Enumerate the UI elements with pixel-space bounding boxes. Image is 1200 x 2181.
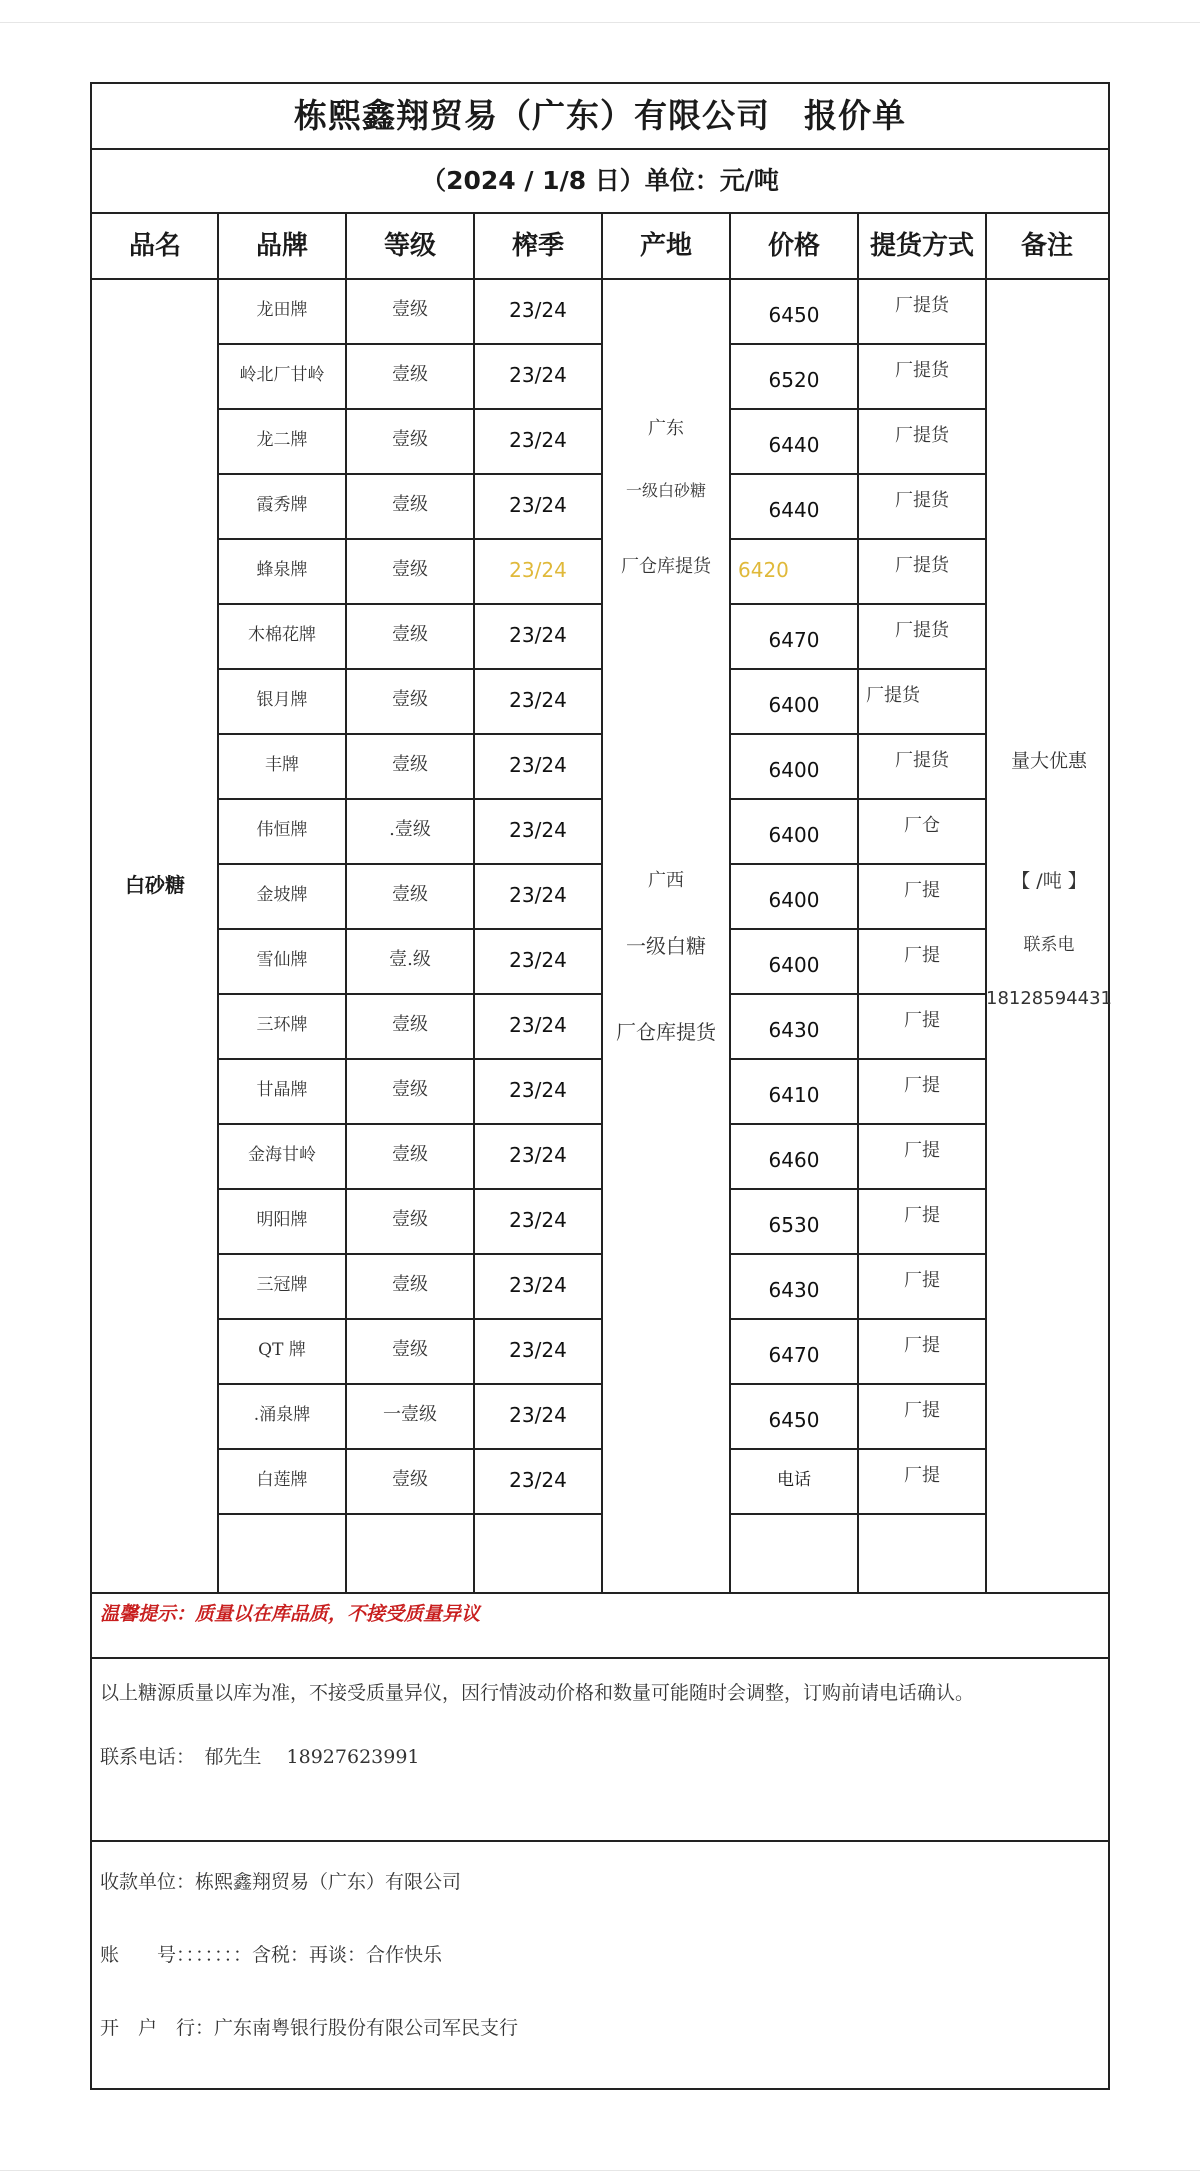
cell-price: 6460 <box>768 1148 820 1172</box>
cell-brand: 丰牌 <box>265 755 299 775</box>
cell-brand: 金坡牌 <box>256 885 308 905</box>
tip-divider <box>92 1657 1108 1659</box>
cell-pickup: 厂提 <box>904 1010 940 1031</box>
cell-grade: .壹级 <box>389 819 431 840</box>
cell-season: 23/24 <box>509 493 567 517</box>
cell-grade: 壹级 <box>392 1469 428 1490</box>
cell-pickup: 厂提货 <box>895 555 949 576</box>
cell-season: 23/24 <box>509 1208 567 1232</box>
row-divider <box>218 1513 602 1515</box>
cell-brand: 明阳牌 <box>256 1210 308 1230</box>
cell-season: 23/24 <box>509 558 567 582</box>
cell-brand: 龙二牌 <box>256 430 308 450</box>
cell-grade: 壹.级 <box>389 949 431 970</box>
header-brand: 品牌 <box>255 231 308 261</box>
header-pickup: 提货方式 <box>869 231 974 261</box>
cell-price: 6400 <box>768 953 820 977</box>
cell-pickup: 厂提货 <box>895 360 949 381</box>
cell-grade: 壹级 <box>392 299 428 320</box>
cell-brand: 雪仙牌 <box>256 950 308 970</box>
warm-tip: 温馨提示：质量以在库品质，不接受质量异议 <box>100 1603 481 1625</box>
origin-guangxi-province: 广西 <box>648 870 684 891</box>
quote-sheet <box>90 82 1110 2090</box>
cell-price: 6440 <box>768 498 820 522</box>
cell-season: 23/24 <box>509 1468 567 1492</box>
bank-text: 开 户 行：广东南粤银行股份有限公司军民支行 <box>100 2017 519 2039</box>
cell-brand: 龙田牌 <box>256 300 308 320</box>
product-name: 白砂糖 <box>125 873 185 897</box>
cell-grade: 壹级 <box>392 689 428 710</box>
cell-pickup: 厂提 <box>904 1140 940 1161</box>
origin-guangdong-province: 广东 <box>648 418 684 439</box>
cell-brand: 岭北厂甘岭 <box>239 365 325 385</box>
cell-pickup: 厂提货 <box>895 295 949 316</box>
header-season: 榨季 <box>511 231 564 261</box>
cell-price: 6450 <box>768 303 820 327</box>
cell-season: 23/24 <box>509 1078 567 1102</box>
row-divider <box>730 1513 986 1515</box>
cell-price: 6440 <box>768 433 820 457</box>
cell-season: 23/24 <box>509 1143 567 1167</box>
cell-price: 电话 <box>777 1470 811 1490</box>
cell-season: 23/24 <box>509 363 567 387</box>
cell-brand: 银月牌 <box>256 690 308 710</box>
cell-pickup: 厂提 <box>904 945 940 966</box>
sheet-title: 栋熙鑫翔贸易（广东）有限公司 报价单 <box>294 96 906 135</box>
payee-text: 收款单位：栋熙鑫翔贸易（广东）有限公司 <box>100 1871 462 1893</box>
top-divider <box>0 22 1200 23</box>
origin-guangxi-pickup: 厂仓库提货 <box>616 1020 716 1044</box>
sheet-subtitle: （2024 / 1/8 日）单位：元/吨 <box>421 166 779 195</box>
cell-price: 6430 <box>768 1018 820 1042</box>
bottom-divider <box>0 2170 1200 2171</box>
cell-price: 6530 <box>768 1213 820 1237</box>
contact-text: 联系电话： 郁先生 18927623991 <box>100 1746 420 1768</box>
cell-pickup: 厂提 <box>904 1335 940 1356</box>
cell-price: 6400 <box>768 758 820 782</box>
cell-pickup: 厂提货 <box>866 685 920 706</box>
body-bottom-divider <box>92 1592 1108 1594</box>
cell-brand: 木棉花牌 <box>248 625 316 645</box>
cell-brand: 蜂泉牌 <box>256 560 308 580</box>
notice-text: 以上糖源质量以库为准，不接受质量异仪，因行情波动价格和数量可能随时会调整，订购前请电话确认。 <box>100 1682 975 1704</box>
cell-grade: 壹级 <box>392 624 428 645</box>
cell-grade: 一壹级 <box>383 1404 437 1425</box>
cell-pickup: 厂提货 <box>895 425 949 446</box>
cell-price: 6400 <box>768 888 820 912</box>
cell-grade: 壹级 <box>392 1079 428 1100</box>
cell-season: 23/24 <box>509 883 567 907</box>
cell-grade: 壹级 <box>392 364 428 385</box>
cell-brand: .涌泉牌 <box>253 1405 311 1425</box>
remark-contact-label: 联系电 <box>1023 935 1075 955</box>
cell-grade: 壹级 <box>392 1209 428 1230</box>
cell-price: 6470 <box>768 1343 820 1367</box>
cell-price: 6400 <box>768 693 820 717</box>
cell-brand: 霞秀牌 <box>256 495 308 515</box>
cell-brand: 三冠牌 <box>256 1275 308 1295</box>
cell-price: 6400 <box>768 823 820 847</box>
cell-grade: 壹级 <box>392 884 428 905</box>
cell-grade: 壹级 <box>392 754 428 775</box>
cell-grade: 壹级 <box>392 1339 428 1360</box>
cell-pickup: 厂提 <box>904 1075 940 1096</box>
account-text: 账 号：：：：：：：含税：再谈：合作快乐 <box>100 1944 443 1966</box>
cell-season: 23/24 <box>509 688 567 712</box>
cell-price: 6420 <box>738 558 789 582</box>
cell-brand: 伟恒牌 <box>256 820 308 840</box>
cell-grade: 壹级 <box>392 1274 428 1295</box>
cell-brand: 甘晶牌 <box>256 1080 308 1100</box>
cell-season: 23/24 <box>509 753 567 777</box>
cell-price: 6450 <box>768 1408 820 1432</box>
remark-per-ton: 【 /吨 】 <box>1011 870 1087 892</box>
cell-pickup: 厂提 <box>904 1270 940 1291</box>
cell-pickup: 厂仓 <box>904 815 940 836</box>
origin-guangdong-pickup: 厂仓库提货 <box>621 556 711 577</box>
cell-season: 23/24 <box>509 428 567 452</box>
cell-price: 6410 <box>768 1083 820 1107</box>
cell-season: 23/24 <box>509 1273 567 1297</box>
cell-grade: 壹级 <box>392 1014 428 1035</box>
cell-pickup: 厂提 <box>904 880 940 901</box>
cell-season: 23/24 <box>509 948 567 972</box>
cell-price: 6520 <box>768 368 820 392</box>
header-origin: 产地 <box>639 231 692 261</box>
cell-grade: 壹级 <box>392 559 428 580</box>
cell-pickup: 厂提货 <box>895 490 949 511</box>
origin-guangxi-grade: 一级白糖 <box>626 934 706 958</box>
cell-season: 23/24 <box>509 623 567 647</box>
header-product: 品名 <box>128 231 181 261</box>
contact-divider <box>92 1840 1108 1842</box>
cell-brand: 白莲牌 <box>256 1470 308 1490</box>
cell-season: 23/24 <box>509 1403 567 1427</box>
remark-discount: 量大优惠 <box>1010 750 1087 772</box>
cell-price: 6430 <box>768 1278 820 1302</box>
header-grade: 等级 <box>383 231 436 261</box>
cell-season: 23/24 <box>509 298 567 322</box>
cell-brand: QT 牌 <box>258 1340 306 1360</box>
cell-price: 6470 <box>768 628 820 652</box>
remark-phone: 18128594431 <box>986 988 1112 1009</box>
cell-pickup: 厂提 <box>904 1400 940 1421</box>
cell-season: 23/24 <box>509 1338 567 1362</box>
cell-grade: 壹级 <box>392 494 428 515</box>
cell-brand: 三环牌 <box>256 1015 308 1035</box>
header-remark: 备注 <box>1020 231 1073 261</box>
cell-pickup: 厂提 <box>904 1205 940 1226</box>
cell-season: 23/24 <box>509 818 567 842</box>
cell-pickup: 厂提 <box>904 1465 940 1486</box>
origin-guangdong-grade: 一级白砂糖 <box>625 481 706 500</box>
cell-season: 23/24 <box>509 1013 567 1037</box>
cell-grade: 壹级 <box>392 429 428 450</box>
header-price: 价格 <box>767 231 820 261</box>
cell-brand: 金海甘岭 <box>248 1145 316 1165</box>
cell-pickup: 厂提货 <box>895 750 949 771</box>
cell-grade: 壹级 <box>392 1144 428 1165</box>
cell-pickup: 厂提货 <box>895 620 949 641</box>
